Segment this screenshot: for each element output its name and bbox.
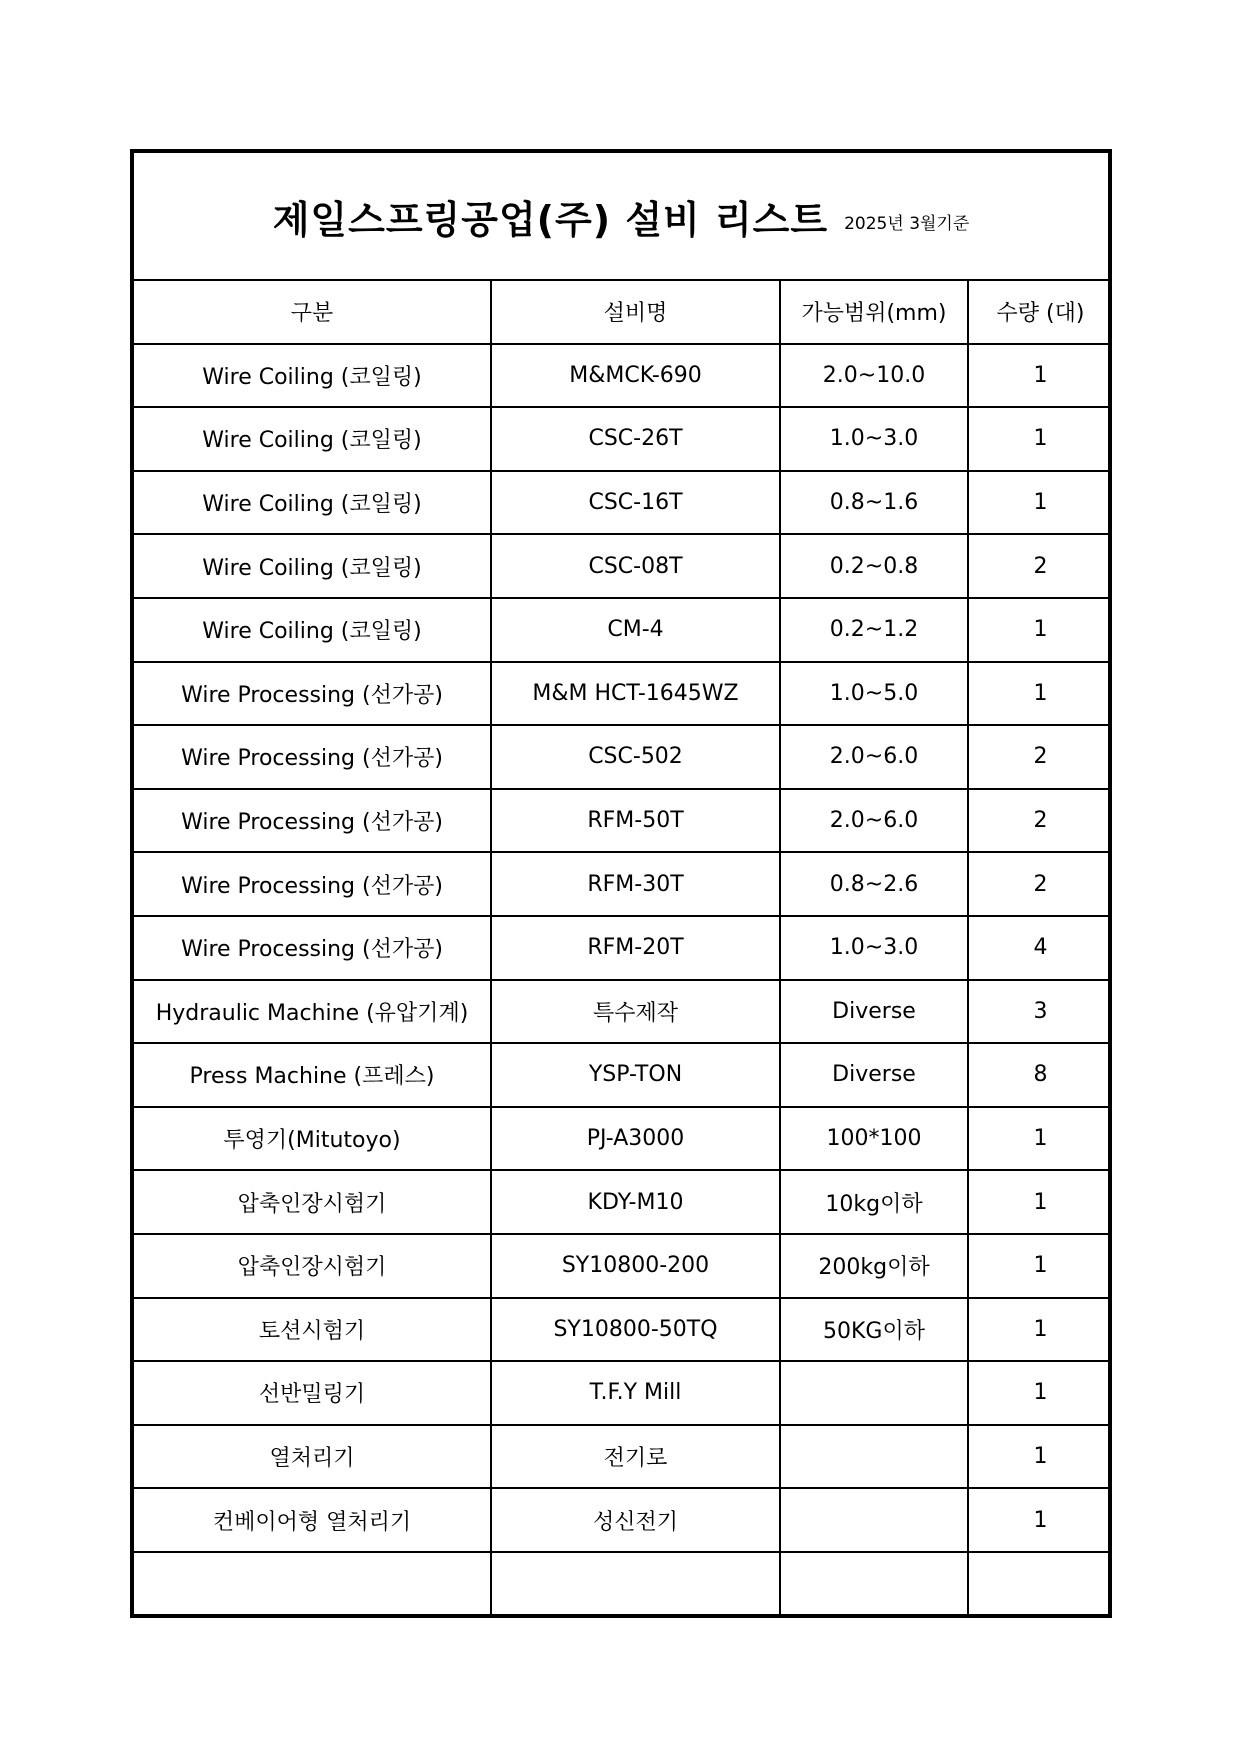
cell-quantity: 1 (968, 1361, 1112, 1425)
table-row (134, 662, 1112, 726)
cell-category: 열처리기 (134, 1425, 491, 1489)
table-row (134, 1488, 1112, 1552)
cell-range: 0.2~0.8 (780, 534, 968, 598)
cell-quantity: 1 (968, 1170, 1112, 1234)
table-row (134, 852, 1112, 916)
cell-equipment-name: CSC-08T (491, 534, 780, 598)
table-row (134, 789, 1112, 853)
cell-range: 1.0~3.0 (780, 407, 968, 471)
cell-quantity: 2 (968, 534, 1112, 598)
header-quantity: 수량 (대) (968, 281, 1112, 344)
cell-range (780, 1488, 968, 1552)
cell-quantity: 1 (968, 598, 1112, 662)
table-row (134, 1043, 1112, 1107)
header-category: 구분 (134, 281, 491, 344)
cell-quantity: 1 (968, 471, 1112, 535)
cell-range: Diverse (780, 1043, 968, 1107)
table-row (134, 1298, 1112, 1362)
cell-quantity: 1 (968, 344, 1112, 408)
header-equipment-name: 설비명 (491, 281, 780, 344)
date-note: 2025년 3월기준 (844, 213, 970, 234)
document-title: 제일스프링공업(주) 설비 리스트 (272, 197, 829, 242)
cell-range: 1.0~5.0 (780, 662, 968, 726)
cell-quantity: 1 (968, 662, 1112, 726)
table-row (134, 1361, 1112, 1425)
cell-range: 0.8~1.6 (780, 471, 968, 535)
cell-range: 0.2~1.2 (780, 598, 968, 662)
cell-quantity: 4 (968, 916, 1112, 980)
cell-equipment-name: SY10800-200 (491, 1234, 780, 1298)
cell-category: 투영기(Mitutoyo) (134, 1107, 491, 1171)
cell-range: Diverse (780, 980, 968, 1044)
cell-equipment-name: CSC-16T (491, 471, 780, 535)
table-header-row (134, 281, 1112, 344)
cell-quantity: 2 (968, 725, 1112, 789)
cell-category: Wire Coiling (코일링) (134, 471, 491, 535)
cell-equipment-name: CM-4 (491, 598, 780, 662)
table-row (134, 1170, 1112, 1234)
cell-quantity: 1 (968, 1107, 1112, 1171)
cell-category: Wire Coiling (코일링) (134, 407, 491, 471)
table-row (134, 598, 1112, 662)
table-row (134, 1425, 1112, 1489)
cell-equipment-name: SY10800-50TQ (491, 1298, 780, 1362)
table-body (134, 344, 1112, 1615)
cell-range: 1.0~3.0 (780, 916, 968, 980)
cell-quantity (968, 1552, 1112, 1615)
cell-equipment-name: YSP-TON (491, 1043, 780, 1107)
cell-quantity: 1 (968, 1234, 1112, 1298)
header-range: 가능범위(mm) (780, 281, 968, 344)
cell-category: Wire Coiling (코일링) (134, 534, 491, 598)
cell-range: 2.0~6.0 (780, 725, 968, 789)
cell-range: 0.8~2.6 (780, 852, 968, 916)
cell-category: 압축인장시험기 (134, 1170, 491, 1234)
equipment-table (134, 281, 1112, 1614)
cell-category (134, 1552, 491, 1615)
cell-quantity: 8 (968, 1043, 1112, 1107)
cell-equipment-name: RFM-50T (491, 789, 780, 853)
cell-range (780, 1552, 968, 1615)
cell-category: Press Machine (프레스) (134, 1043, 491, 1107)
cell-equipment-name: CSC-26T (491, 407, 780, 471)
cell-equipment-name: CSC-502 (491, 725, 780, 789)
equipment-list-sheet (130, 149, 1112, 1618)
table-row (134, 407, 1112, 471)
cell-category: 컨베이어형 열처리기 (134, 1488, 491, 1552)
cell-range: 50KG이하 (780, 1298, 968, 1362)
cell-category: Wire Processing (선가공) (134, 852, 491, 916)
cell-range (780, 1361, 968, 1425)
table-row (134, 344, 1112, 408)
table-row (134, 980, 1112, 1044)
cell-equipment-name (491, 1552, 780, 1615)
cell-category: Hydraulic Machine (유압기계) (134, 980, 491, 1044)
cell-category: Wire Processing (선가공) (134, 725, 491, 789)
table-row (134, 534, 1112, 598)
table-row (134, 1552, 1112, 1615)
cell-range: 2.0~6.0 (780, 789, 968, 853)
cell-range (780, 1425, 968, 1489)
cell-range: 100*100 (780, 1107, 968, 1171)
cell-category: Wire Coiling (코일링) (134, 598, 491, 662)
cell-quantity: 3 (968, 980, 1112, 1044)
cell-equipment-name: RFM-20T (491, 916, 780, 980)
cell-equipment-name: 성신전기 (491, 1488, 780, 1552)
cell-equipment-name: KDY-M10 (491, 1170, 780, 1234)
cell-equipment-name: T.F.Y Mill (491, 1361, 780, 1425)
cell-equipment-name: M&MCK-690 (491, 344, 780, 408)
cell-range: 10kg이하 (780, 1170, 968, 1234)
cell-range: 200kg이하 (780, 1234, 968, 1298)
cell-category: Wire Processing (선가공) (134, 789, 491, 853)
cell-category: Wire Coiling (코일링) (134, 344, 491, 408)
cell-quantity: 1 (968, 1298, 1112, 1362)
cell-equipment-name: M&M HCT-1645WZ (491, 662, 780, 726)
cell-quantity: 1 (968, 1488, 1112, 1552)
table-row (134, 916, 1112, 980)
table-row (134, 1234, 1112, 1298)
cell-category: Wire Processing (선가공) (134, 662, 491, 726)
table-row (134, 725, 1112, 789)
cell-equipment-name: RFM-30T (491, 852, 780, 916)
cell-category: 선반밀링기 (134, 1361, 491, 1425)
cell-category: Wire Processing (선가공) (134, 916, 491, 980)
table-row (134, 1107, 1112, 1171)
cell-category: 토션시험기 (134, 1298, 491, 1362)
cell-quantity: 2 (968, 852, 1112, 916)
title-row (134, 153, 1108, 281)
cell-range: 2.0~10.0 (780, 344, 968, 408)
cell-quantity: 1 (968, 1425, 1112, 1489)
cell-quantity: 2 (968, 789, 1112, 853)
cell-category: 압축인장시험기 (134, 1234, 491, 1298)
cell-equipment-name: 특수제작 (491, 980, 780, 1044)
table-row (134, 471, 1112, 535)
cell-quantity: 1 (968, 407, 1112, 471)
cell-equipment-name: 전기로 (491, 1425, 780, 1489)
cell-equipment-name: PJ-A3000 (491, 1107, 780, 1171)
